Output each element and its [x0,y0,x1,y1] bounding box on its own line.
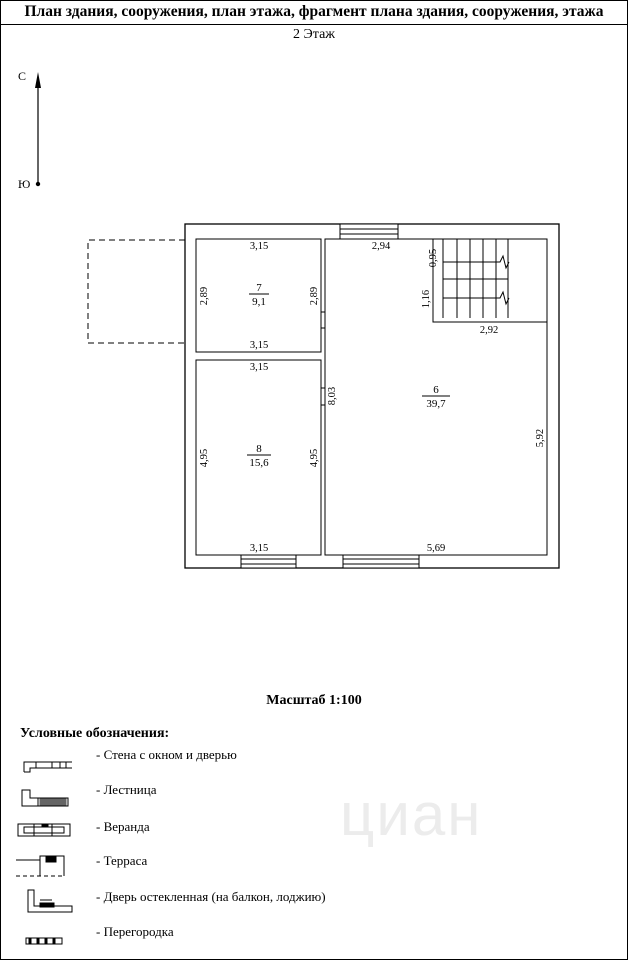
compass [18,69,41,191]
dim-stair-height: 1,16 [421,289,432,309]
door-room7 [321,312,325,328]
compass-south: Ю [18,177,31,191]
dim-room6-right: 5,92 [535,428,546,448]
legend-item-veranda: - Веранда [96,819,150,834]
dim-room7-bottom: 3,15 [249,340,269,351]
legend-symbols [16,762,72,944]
legend-terrace-icon [16,856,64,876]
window-bottom-right [343,555,419,568]
dim-stair-bottom: 2,92 [479,325,499,336]
dim-room8-bottom: 3,15 [249,543,269,554]
window-bottom-left [241,555,296,568]
scale-label: Масштаб 1:100 [266,693,362,708]
legend-glass-door-icon [28,890,72,912]
dim-room7-top: 3,15 [249,241,269,252]
legend-veranda-icon [18,824,70,836]
dim-room6-top: 2,94 [371,241,391,252]
dim-room8-right: 4,95 [309,448,320,468]
legend-item-stairs: - Лестница [96,782,157,797]
room-6-area: 39,7 [426,398,446,410]
dim-room8-top: 3,15 [249,362,269,373]
dim-partition: 8,03 [327,386,338,406]
compass-north: С [18,69,27,83]
room-7-number: 7 [256,282,262,294]
legend-title: Условные обозначения: [20,726,170,741]
room-8-number: 8 [256,443,262,455]
room-6-number: 6 [433,384,439,396]
room-7-area: 9,1 [252,296,266,308]
page-title: План здания, сооружения, план этажа, фрагмент плана здания, сооружения, этажа [0,0,628,25]
dim-room7-left: 2,89 [199,286,210,306]
legend-item-terrace: - Терраса [96,853,148,868]
room-8-area: 15,6 [249,457,269,469]
dim-room6-bottom: 5,69 [426,543,446,554]
legend-stairs-icon [22,790,68,806]
dim-room7-right: 2,89 [309,286,320,306]
outer-wall [185,224,559,568]
watermark: циан [340,781,483,848]
legend-item-partition: - Перегородка [96,924,174,939]
room-6 [325,239,547,555]
dim-stair-width: 0,95 [428,248,439,268]
dim-room8-left: 4,95 [199,448,210,468]
legend-item-glass-door: - Дверь остекленная (на балкон, лоджию) [96,889,326,904]
legend-partition-icon [26,938,62,944]
north-arrow-icon [35,72,41,88]
floor-label: 2 Этаж [293,27,335,42]
stair-well [433,239,547,322]
door-room8 [321,388,325,405]
legend-wall-icon [24,762,72,772]
window-top [340,224,398,239]
staircase [443,239,509,318]
legend-item-wall: - Стена с окном и дверью [96,747,237,762]
veranda-outline [88,240,185,343]
